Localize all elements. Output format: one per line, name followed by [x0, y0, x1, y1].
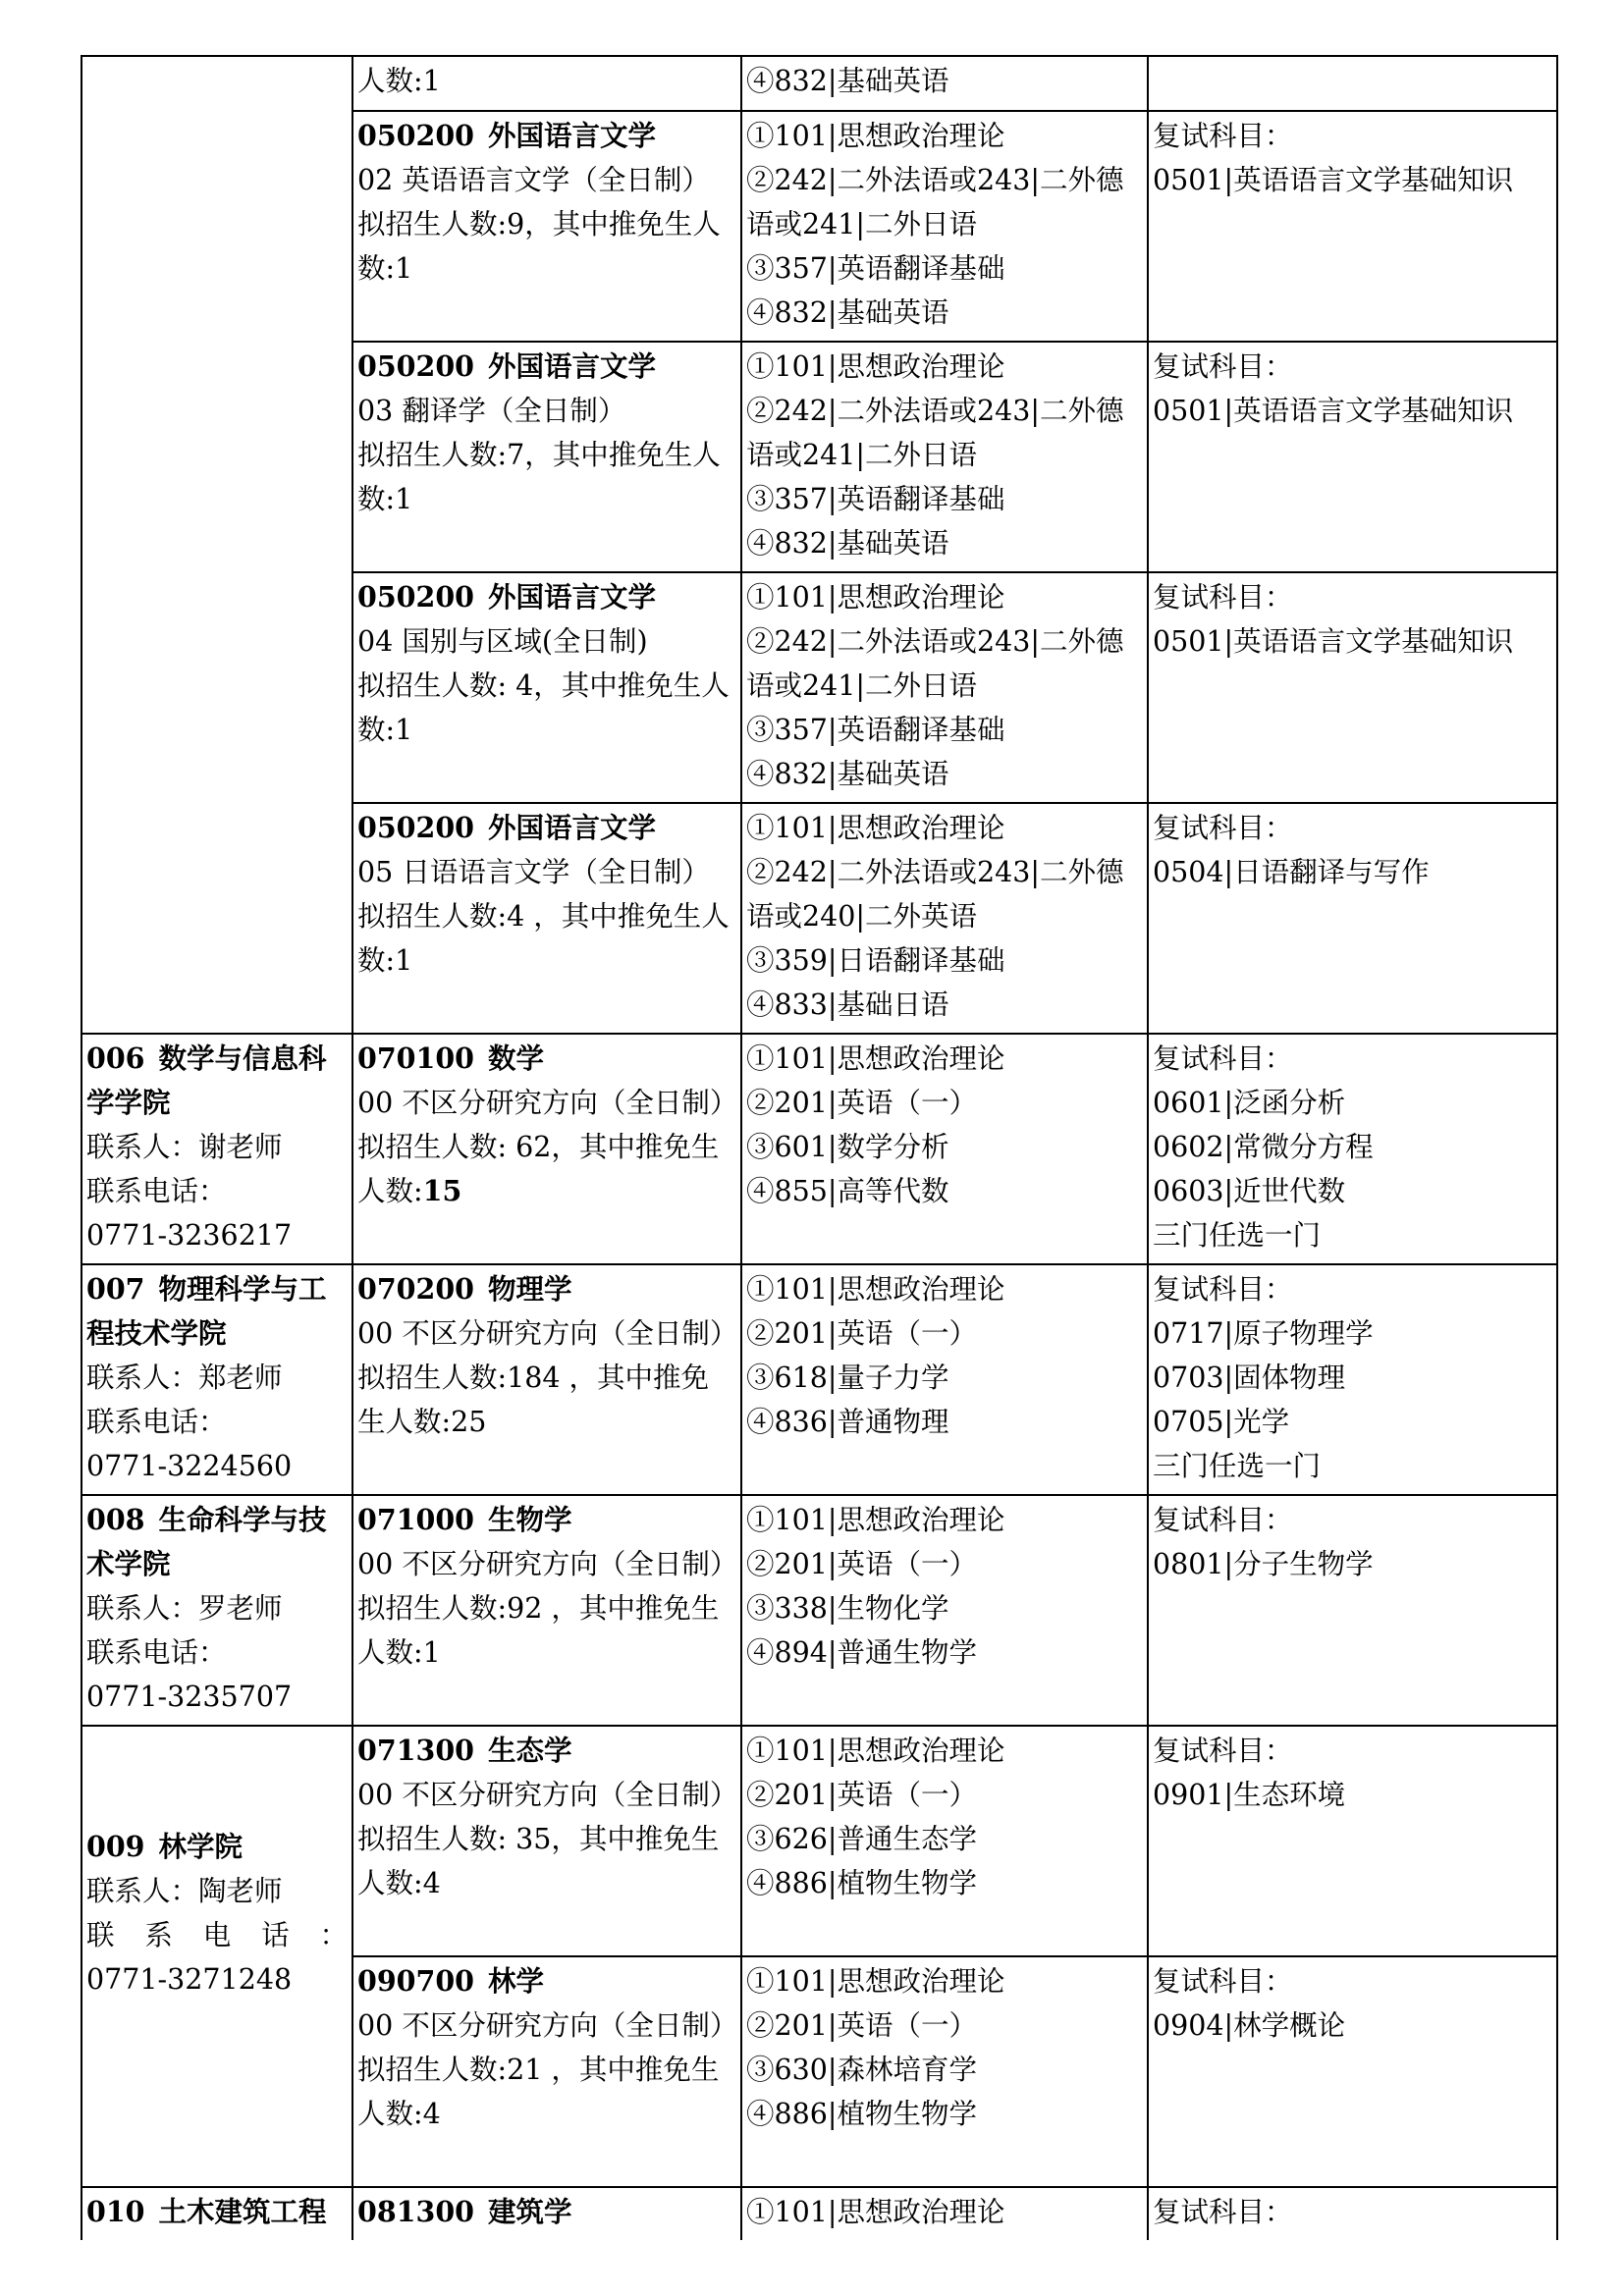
major-title: [357, 1959, 736, 2003]
dept-cell: [81, 1495, 352, 1726]
dept-phone-label: 联系电话：: [86, 1175, 227, 1207]
major-code: 071000: [357, 1503, 474, 1536]
exam-item: ④832|基础英语: [746, 296, 949, 329]
exam-item: ①101|思想政治理论: [746, 2196, 1005, 2228]
major-cell: [352, 1956, 741, 2187]
major-name: 外国语言文学: [487, 119, 656, 152]
dept-contact: 联系人：罗老师: [86, 1592, 283, 1625]
exam-item: ①101|思想政治理论: [746, 120, 1005, 152]
retest-cell: [1148, 803, 1557, 1034]
major-code: 070100: [357, 1041, 474, 1075]
dept-title: [86, 1037, 348, 1125]
retest-item: 0901|生态环境: [1153, 1779, 1346, 1811]
dept-code: 010: [86, 2195, 145, 2228]
major-cell: [352, 111, 741, 342]
table-row: [81, 1726, 1557, 1956]
retest-item: 0703|固体物理: [1153, 1362, 1346, 1394]
exam-item: ④886|植物生物学: [746, 2098, 978, 2130]
retest-item: 三门任选一门: [1153, 1450, 1322, 1482]
exam-item: ②201|英语（一）: [746, 1317, 978, 1350]
retest-title: 复试科目：: [1153, 812, 1293, 844]
quota-text: 拟招生人数:7，其中推免生人数:1: [357, 439, 721, 515]
major-title: [357, 2190, 736, 2234]
dept-phone: 0771-3235707: [86, 1681, 293, 1713]
dept-code: 007: [86, 1272, 145, 1306]
dept-cell: [81, 1726, 352, 2187]
retest-item: 0601|泛函分析: [1153, 1087, 1346, 1119]
major-direction: 04 国别与区域(全日制): [357, 625, 648, 658]
retest-title: 复试科目：: [1153, 120, 1293, 152]
major-name: 外国语言文学: [487, 580, 656, 614]
dept-title: [86, 2190, 348, 2234]
major-code: 090700: [357, 1964, 474, 1998]
retest-title: 复试科目：: [1153, 2196, 1293, 2228]
table-row: [81, 1034, 1557, 1264]
major-direction: 00 不区分研究方向（全日制）: [357, 1087, 738, 1119]
major-name: 物理学: [487, 1272, 572, 1306]
retest-cell: [1148, 2187, 1557, 2240]
major-name: 数学: [487, 1041, 544, 1075]
table-row: [81, 56, 1557, 111]
dept-title: [86, 1498, 348, 1586]
exam-item: ③601|数学分析: [746, 1131, 949, 1163]
retest-title: 复试科目：: [1153, 1735, 1293, 1767]
exam-item: ②201|英语（一）: [746, 2009, 978, 2042]
quota-text: 拟招生人数: 35，其中推免生人数:4: [357, 1823, 720, 1899]
exam-item: ③338|生物化学: [746, 1592, 949, 1625]
exam-item: ①101|思想政治理论: [746, 812, 1005, 844]
exam-item: ③630|森林培育学: [746, 2054, 978, 2086]
dept-name: 生命科学与技术学院: [86, 1503, 327, 1580]
retest-cell: [1148, 1956, 1557, 2187]
major-title: [357, 114, 736, 158]
retest-item: 三门任选一门: [1153, 1219, 1322, 1252]
quota-text: 拟招生人数:184 ，其中推免生人数:25: [357, 1362, 710, 1438]
major-name: 外国语言文学: [487, 811, 656, 844]
dept-phone-label: 联系电话：: [86, 1636, 227, 1669]
spacer: [86, 2002, 348, 2090]
quota-text: 人数:1: [357, 65, 441, 97]
exam-item: ①101|思想政治理论: [746, 1965, 1005, 1998]
dept-phone: 0771-3224560: [86, 1450, 293, 1482]
retest-cell: [1148, 342, 1557, 572]
exam-item: ④832|基础英语: [746, 527, 949, 560]
exam-item: ②201|英语（一）: [746, 1548, 978, 1580]
exam-cell: [741, 1495, 1148, 1726]
dept-name: 土木建筑工程: [158, 2195, 327, 2228]
exam-cell: [741, 803, 1148, 1034]
major-code: 050200: [357, 811, 474, 844]
retest-item: 0501|英语语言文学基础知识: [1153, 164, 1514, 196]
retest-cell: [1148, 56, 1557, 111]
dept-contact: 联系人：谢老师: [86, 1131, 283, 1163]
retest-title: 复试科目：: [1153, 1965, 1293, 1998]
major-cell: [352, 56, 741, 111]
dept-code: 009: [86, 1830, 145, 1863]
major-direction: 02 英语语言文学（全日制）: [357, 164, 710, 196]
quota-text: 拟招生人数: 4，其中推免生人数:1: [357, 669, 730, 746]
major-cell: [352, 1264, 741, 1495]
dept-name: 物理科学与工程技术学院: [86, 1272, 327, 1350]
exam-item: ④833|基础日语: [746, 988, 949, 1021]
exam-item: ④894|普通生物学: [746, 1636, 978, 1669]
exam-cell: [741, 56, 1148, 111]
major-cell: [352, 2187, 741, 2240]
exam-item: ②242|二外法语或243|二外德语或240|二外英语: [746, 856, 1124, 933]
retest-cell: [1148, 1264, 1557, 1495]
dept-contact: 联系人：陶老师: [86, 1875, 283, 1907]
exam-item: ④832|基础英语: [746, 758, 949, 790]
dept-cell: [81, 1034, 352, 1264]
major-code: 071300: [357, 1734, 474, 1767]
exam-item: ④836|普通物理: [746, 1406, 949, 1438]
dept-cell-empty: [81, 56, 352, 1034]
dept-title: [86, 1267, 348, 1356]
exam-item: ②201|英语（一）: [746, 1087, 978, 1119]
table-row: [81, 1264, 1557, 1495]
major-name: 建筑学: [487, 2195, 572, 2228]
major-code: 081300: [357, 2195, 474, 2228]
quota-text: 拟招生人数:4 ，其中推免生人数:1: [357, 900, 730, 977]
retest-item: 0504|日语翻译与写作: [1153, 856, 1430, 888]
retest-item: 0801|分子生物学: [1153, 1548, 1374, 1580]
major-title: [357, 806, 736, 850]
exam-item: ③357|英语翻译基础: [746, 252, 1005, 285]
retest-title: 复试科目：: [1153, 1273, 1293, 1306]
major-cell: [352, 803, 741, 1034]
major-direction: 00 不区分研究方向（全日制）: [357, 2009, 738, 2042]
table-row: [81, 1495, 1557, 1726]
dept-name: 数学与信息科学学院: [86, 1041, 327, 1119]
retest-item: 0501|英语语言文学基础知识: [1153, 625, 1514, 658]
major-direction: 03 翻译学（全日制）: [357, 395, 626, 427]
quota-text: 拟招生人数:21 ，其中推免生人数:4: [357, 2054, 720, 2130]
retest-cell: [1148, 572, 1557, 803]
exam-item: ④832|基础英语: [746, 65, 949, 97]
dept-phone-label: 联系电话：: [86, 1406, 227, 1438]
major-title: [357, 1729, 736, 1773]
quota-text: 拟招生人数:92 ，其中推免生人数:1: [357, 1592, 720, 1669]
retest-item: 0717|原子物理学: [1153, 1317, 1374, 1350]
quota-prefix: 拟招生人数: 62，其中推免生人数:: [357, 1131, 720, 1207]
exam-item: ③357|英语翻译基础: [746, 483, 1005, 515]
dept-name: 林学院: [158, 1830, 244, 1863]
major-title: [357, 1037, 736, 1081]
major-direction: 05 日语语言文学（全日制）: [357, 856, 710, 888]
exam-item: ①101|思想政治理论: [746, 1273, 1005, 1306]
major-code: 050200: [357, 349, 474, 383]
major-direction: 00 不区分研究方向（全日制）: [357, 1779, 738, 1811]
major-cell: [352, 572, 741, 803]
table-row: [81, 2187, 1557, 2240]
exam-item: ③357|英语翻译基础: [746, 714, 1005, 746]
major-direction: 00 不区分研究方向（全日制）: [357, 1548, 738, 1580]
retest-item: 0705|光学: [1153, 1406, 1290, 1438]
major-title: [357, 345, 736, 389]
exam-item: ③359|日语翻译基础: [746, 944, 1005, 977]
retest-item: 0904|林学概论: [1153, 2009, 1346, 2042]
dept-contact: 联系人：郑老师: [86, 1362, 283, 1394]
major-name: 外国语言文学: [487, 349, 656, 383]
exam-item: ④855|高等代数: [746, 1175, 949, 1207]
dept-title: [86, 1825, 348, 1869]
major-title: [357, 1267, 736, 1311]
exam-cell: [741, 1264, 1148, 1495]
exam-item: ④886|植物生物学: [746, 1867, 978, 1899]
major-code: 070200: [357, 1272, 474, 1306]
major-cell: [352, 342, 741, 572]
retest-item: 0501|英语语言文学基础知识: [1153, 395, 1514, 427]
exam-cell: [741, 572, 1148, 803]
retest-title: 复试科目：: [1153, 1042, 1293, 1075]
dept-phone: 0771-3271248: [86, 1963, 293, 1996]
retest-cell: [1148, 111, 1557, 342]
major-cell: [352, 1726, 741, 1956]
quota-text: [357, 1125, 736, 1213]
exam-item: ②242|二外法语或243|二外德语或241|二外日语: [746, 395, 1124, 471]
major-name: 生态学: [487, 1734, 572, 1767]
dept-phone: 0771-3236217: [86, 1219, 293, 1252]
retest-title: 复试科目：: [1153, 581, 1293, 614]
retest-title: 复试科目：: [1153, 1504, 1293, 1536]
dept-cell: [81, 2187, 352, 2240]
exam-item: ①101|思想政治理论: [746, 581, 1005, 614]
exam-cell: [741, 111, 1148, 342]
exam-cell: [741, 2187, 1148, 2240]
exam-item: ③626|普通生态学: [746, 1823, 978, 1855]
exam-cell: [741, 342, 1148, 572]
major-title: [357, 1498, 736, 1542]
dept-code: 006: [86, 1041, 145, 1075]
retest-cell: [1148, 1726, 1557, 1956]
major-cell: [352, 1034, 741, 1264]
dept-code: 008: [86, 1503, 145, 1536]
exam-item: ②242|二外法语或243|二外德语或241|二外日语: [746, 164, 1124, 240]
exam-item: ①101|思想政治理论: [746, 350, 1005, 383]
admissions-table: [81, 55, 1558, 2240]
quota-num: 15: [422, 1174, 462, 1207]
retest-item: 0603|近世代数: [1153, 1175, 1346, 1207]
exam-item: ③618|量子力学: [746, 1362, 949, 1394]
retest-cell: [1148, 1034, 1557, 1264]
exam-cell: [741, 1034, 1148, 1264]
exam-item: ②201|英语（一）: [746, 1779, 978, 1811]
retest-item: 0602|常微分方程: [1153, 1131, 1374, 1163]
major-code: 050200: [357, 580, 474, 614]
retest-title: 复试科目：: [1153, 350, 1293, 383]
exam-item: ②242|二外法语或243|二外德语或241|二外日语: [746, 625, 1124, 702]
retest-cell: [1148, 1495, 1557, 1726]
major-name: 生物学: [487, 1503, 572, 1536]
major-cell: [352, 1495, 741, 1726]
major-title: [357, 575, 736, 619]
quota-text: 拟招生人数:9，其中推免生人数:1: [357, 208, 721, 285]
exam-cell: [741, 1956, 1148, 2187]
major-direction: 00 不区分研究方向（全日制）: [357, 1317, 738, 1350]
exam-item: ①101|思想政治理论: [746, 1735, 1005, 1767]
dept-cell: [81, 1264, 352, 1495]
major-name: 林学: [487, 1964, 544, 1998]
exam-cell: [741, 1726, 1148, 1956]
major-code: 050200: [357, 119, 474, 152]
exam-item: ①101|思想政治理论: [746, 1042, 1005, 1075]
dept-phone-label: 联系电话：: [86, 1919, 348, 1951]
exam-item: ①101|思想政治理论: [746, 1504, 1005, 1536]
